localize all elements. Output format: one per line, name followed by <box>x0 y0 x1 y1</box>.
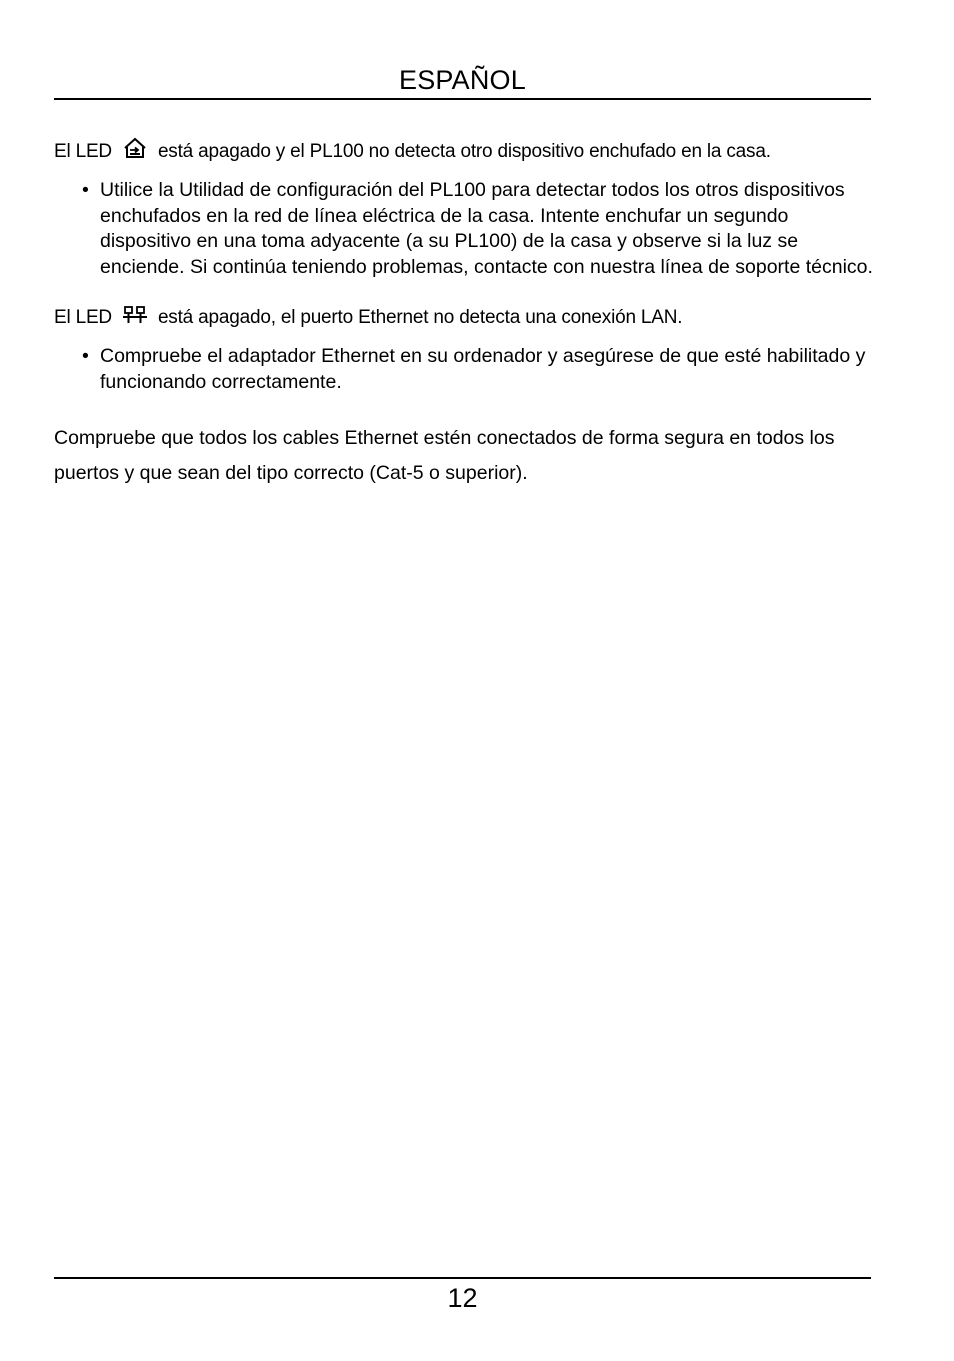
page-title: ESPAÑOL <box>399 65 526 95</box>
page-number: 12 <box>447 1283 478 1313</box>
home-led-statement <box>54 140 874 164</box>
led-prefix: El LED <box>54 307 112 328</box>
home-led-bullet-list <box>54 178 874 280</box>
led-description: está apagado, el puerto Ethernet no detecta una conexión LAN. <box>157 307 683 328</box>
bullet-marker: • <box>82 345 89 367</box>
ethernet-led-statement <box>54 306 874 330</box>
ethernet-led-bullet-list <box>54 344 874 395</box>
list-item <box>54 344 874 395</box>
ethernet-led-icon <box>122 303 148 327</box>
page-header <box>54 62 871 100</box>
list-item-text: Compruebe el adaptador Ethernet en su ordenador y asegúrese de que esté habilitado y funcionando correctamente. <box>100 345 866 393</box>
bullet-marker: • <box>82 179 89 201</box>
list-item-text: Utilice la Utilidad de configuración del PL100 para detectar todos los otros dispositivos enchufados en la red de línea eléctrica de la casa. Intente enchufar un segundo dispositivo en una toma adyacente (a su PL100) de la casa y observe si la luz se enciende. Si continúa teniendo problemas, contacte con nuestra línea de soporte técnico. <box>100 179 873 278</box>
main-content <box>54 140 874 511</box>
led-description: está apagado y el PL100 no detecta otro dispositivo enchufado en la casa. <box>157 141 771 162</box>
led-prefix: El LED <box>54 141 112 162</box>
list-item <box>54 178 874 280</box>
home-led-icon <box>122 137 148 161</box>
cable-check-paragraph: Compruebe que todos los cables Ethernet estén conectados de forma segura en todos los puertos y que sean del tipo correcto (Cat-5 o superior). <box>54 427 835 484</box>
page-footer <box>54 1277 871 1317</box>
